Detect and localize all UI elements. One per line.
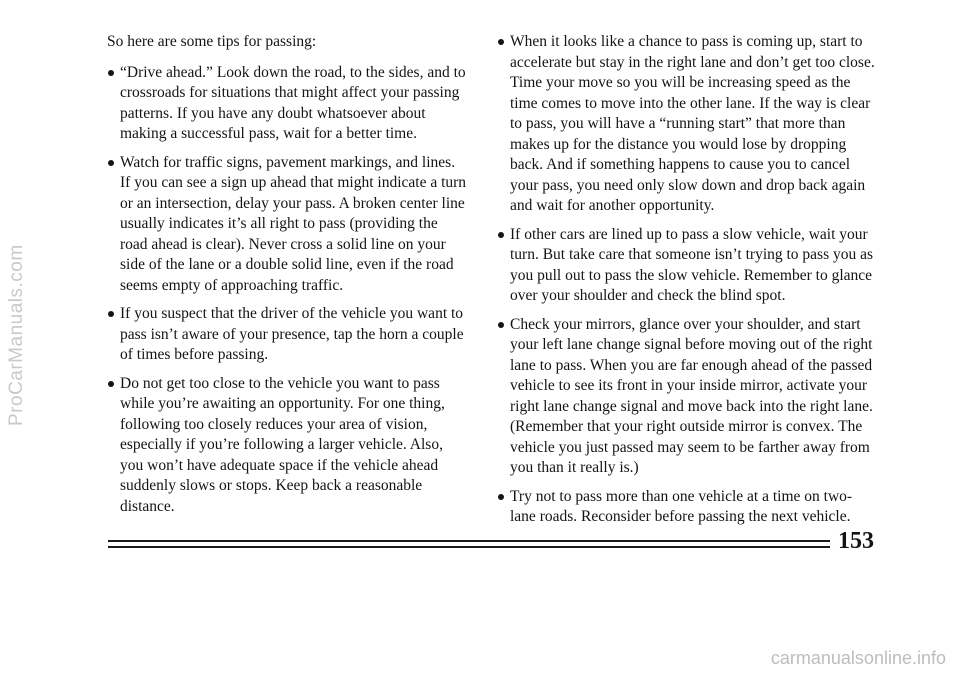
tip-drive-ahead: “Drive ahead.” Look down the road, to the sides, and to crossroads for situations that might affect your passing patterns. If you have any doubt whatsoever about making a successful pass, wait for a better time.	[107, 63, 469, 145]
footer-site-text: carmanualsonline.info	[770, 648, 946, 668]
tip-tap-horn: If you suspect that the driver of the vehicle you want to pass isn’t aware of your presence, tap the horn a couple of times before passing.	[107, 304, 469, 366]
page-number: 153	[838, 528, 874, 554]
right-tips-list	[497, 32, 877, 528]
tip-keep-distance: Do not get too close to the vehicle you want to pass while you’re awaiting an opportunity. For one thing, following too closely reduces your area of vision, especially if you’re following a larger vehicle. Also, you won’t have adequate space if the vehicle ahead suddenly slows or stops. Keep back a reasonable distance.	[107, 374, 469, 518]
left-column	[107, 32, 469, 525]
footer-rule-bottom	[108, 546, 830, 548]
tip-check-mirrors: Check your mirrors, glance over your shoulder, and start your left lane change signal before moving out of the right lane to pass. When you are far enough ahead of the passed vehicle to see its front in your inside mirror, activate your right lane change signal and move back into the right lane. (Remember that your right outside mirror is convex. The vehicle you just passed may seem to be farther away from you than it really is.)	[497, 315, 877, 479]
watermark-text: ProCarManuals.com	[6, 244, 27, 426]
tip-accelerate: When it looks like a chance to pass is coming up, start to accelerate but stay in the right lane and don’t get too close. Time your move so you will be increasing speed as the time comes to move into the other lane. If the way is clear to pass, you will have a “running start” that more than makes up for the distance you would lose by dropping back. And if something happens to cause you to cancel your pass, you need only slow down and drop back again and wait for another opportunity.	[497, 32, 877, 217]
tip-traffic-signs: Watch for traffic signs, pavement markings, and lines. If you can see a sign up ahead that might indicate a turn or an intersection, delay your pass. A broken center line usually indicates it’s all right to pass (providing the road ahead is clear). Never cross a solid line on your side of the lane or a double solid line, even if the road seems empty of approaching traffic.	[107, 153, 469, 297]
tip-wait-turn: If other cars are lined up to pass a slow vehicle, wait your turn. But take care that someone isn’t trying to pass you as you pull out to pass the slow vehicle. Remember to glance over your shoulder and check the blind spot.	[497, 225, 877, 307]
footer-rule-top	[108, 540, 830, 542]
intro-text: So here are some tips for passing:	[107, 33, 317, 50]
right-column	[497, 32, 877, 536]
left-tips-list	[107, 63, 469, 518]
tip-one-vehicle: Try not to pass more than one vehicle at a time on two-lane roads. Reconsider before passing the next vehicle.	[497, 487, 877, 528]
